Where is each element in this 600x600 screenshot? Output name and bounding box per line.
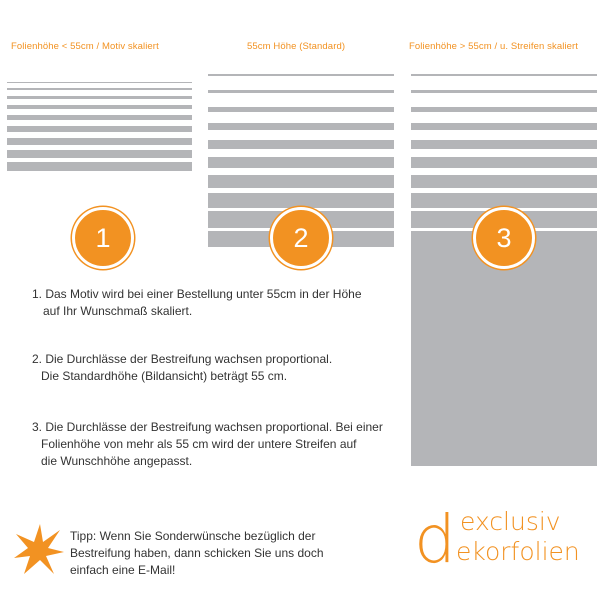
step-2-line-1: 2. Die Durchlässe der Bestreifung wachsen proportional. bbox=[32, 352, 333, 366]
step-3-text bbox=[32, 419, 383, 470]
step-3-line-2: Folienhöhe von mehr als 55 cm wird der untere Streifen auf bbox=[41, 437, 357, 451]
stripe bbox=[411, 157, 597, 168]
stripe bbox=[411, 193, 597, 208]
stripe bbox=[208, 107, 394, 112]
stripe bbox=[7, 162, 192, 171]
step-1-line-1: 1. Das Motiv wird bei einer Bestellung unter 55cm in der Höhe bbox=[32, 287, 362, 301]
stripe bbox=[208, 175, 394, 188]
stripe bbox=[208, 90, 394, 93]
column-2-title: 55cm Höhe (Standard) bbox=[247, 41, 346, 52]
column-3-title: Folienhöhe > 55cm / u. Streifen skaliert bbox=[409, 41, 579, 52]
logo-line-2: ekorfolien bbox=[456, 537, 580, 566]
tip-text bbox=[70, 528, 324, 579]
stripe bbox=[411, 90, 597, 93]
tip-line-2: Bestreifung haben, dann schicken Sie uns doch bbox=[70, 546, 324, 560]
stripe bbox=[7, 96, 192, 99]
step-3-line-3: die Wunschhöhe angepasst. bbox=[41, 454, 193, 468]
step-1-badge: 1 bbox=[72, 207, 134, 269]
step-1-line-2: auf Ihr Wunschmaß skaliert. bbox=[43, 304, 193, 318]
step-2-text bbox=[32, 351, 332, 385]
step-2-badge: 2 bbox=[270, 207, 332, 269]
stripe bbox=[411, 107, 597, 112]
stripe bbox=[7, 138, 192, 145]
stripe bbox=[411, 74, 597, 76]
stripe bbox=[208, 74, 394, 76]
stripe bbox=[208, 140, 394, 149]
stripe bbox=[7, 126, 192, 132]
dekorfolien-logo bbox=[412, 500, 592, 572]
logo-line-1: exclusiv bbox=[460, 507, 561, 536]
tip-line-3: einfach eine E-Mail! bbox=[70, 563, 176, 577]
step-1-text bbox=[32, 286, 362, 320]
stripe-illustration-1 bbox=[7, 82, 192, 172]
stripe bbox=[7, 115, 192, 120]
step-3-badge: 3 bbox=[473, 207, 535, 269]
stripe bbox=[7, 150, 192, 158]
stripe bbox=[208, 193, 394, 208]
stripe bbox=[411, 140, 597, 149]
logo-letter: d bbox=[414, 501, 456, 572]
stripe bbox=[411, 175, 597, 188]
stripe bbox=[7, 82, 192, 83]
stripe bbox=[208, 157, 394, 168]
star-icon bbox=[10, 518, 66, 578]
stripe-illustration-3 bbox=[411, 74, 597, 466]
stripe bbox=[208, 123, 394, 130]
stripe bbox=[7, 88, 192, 90]
step-3-line-1: 3. Die Durchlässe der Bestreifung wachsen proportional. Bei einer bbox=[32, 420, 383, 434]
step-2-line-2: Die Standardhöhe (Bildansicht) beträgt 55 cm. bbox=[41, 369, 288, 383]
stripe bbox=[411, 123, 597, 130]
stripe bbox=[7, 105, 192, 109]
column-1-title: Folienhöhe < 55cm / Motiv skaliert bbox=[11, 41, 159, 52]
tip-line-1: Tipp: Wenn Sie Sonderwünsche bezüglich der bbox=[70, 529, 316, 543]
